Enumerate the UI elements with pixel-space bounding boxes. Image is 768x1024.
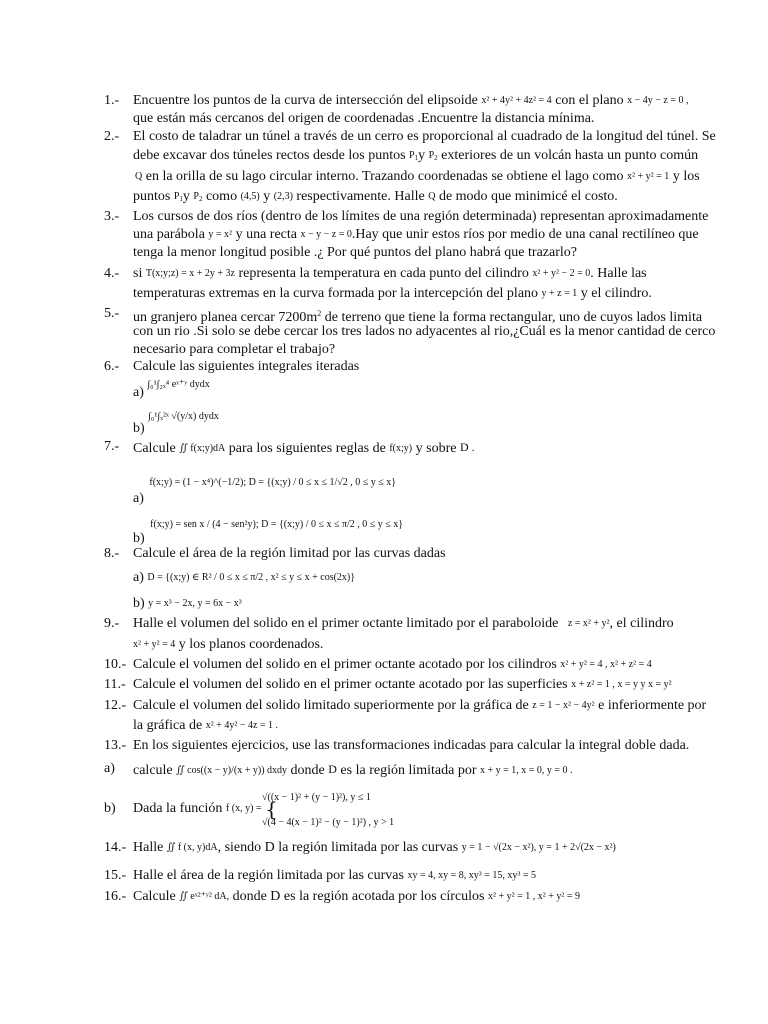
problem-4-line-1 bbox=[133, 265, 647, 283]
piecewise-case-1 bbox=[262, 789, 371, 807]
problem-3-line-2 bbox=[133, 226, 699, 244]
problem-4-number: 4.- bbox=[104, 266, 120, 281]
problem-8b bbox=[133, 595, 242, 613]
problem-13b-label: b) bbox=[104, 801, 116, 816]
problem-1-number: 1.- bbox=[104, 93, 120, 108]
upper-surface-eq: z = 1 − x² − 4y² bbox=[532, 700, 595, 711]
problem-10-text: Calcule el volumen del solido en el primer octante acotado por los cilindros bbox=[133, 657, 557, 672]
problem-2-text-b: exteriores de un volcán hasta un punto común bbox=[441, 148, 699, 163]
lake-circle-eq: x² + y² = 1 bbox=[627, 171, 670, 182]
problem-2-text-h: respectivamente. Halle bbox=[296, 189, 425, 204]
problem-12-text-a: Calcule el volumen del solido limitado superiormente por la gráfica de bbox=[133, 698, 529, 713]
point-p2-coords: (2,3) bbox=[273, 191, 293, 202]
region-d: D . bbox=[459, 440, 475, 454]
problem-7-text-b: para los siguientes reglas de bbox=[228, 441, 386, 456]
expression-7a: f(x;y) = (1 − x⁴)^(−1/2); D = {(x;y) / 0 ≤ x ≤ 1/√2 , 0 ≤ y ≤ x} bbox=[149, 477, 397, 488]
problem-5-text-a: un granjero planea cercar 7200m bbox=[133, 310, 318, 325]
problem-13b-text: Dada la función bbox=[133, 801, 223, 816]
problem-13a-text-a: calcule bbox=[133, 763, 173, 778]
problem-13a-text-b: donde bbox=[290, 763, 325, 778]
problem-11-text: Calcule el volumen del solido en el primer octante acotado por las superficies bbox=[133, 677, 568, 692]
problem-15-number: 15.- bbox=[104, 868, 127, 883]
problem-14-number: 14.- bbox=[104, 840, 127, 855]
problem-7-number: 7.- bbox=[104, 439, 120, 454]
problem-1-ellipsoid-eq: x² + 4y² + 4z² = 4 bbox=[481, 95, 552, 106]
cylinders-eq: x² + y² = 4 , x² + z² = 4 bbox=[560, 659, 652, 670]
problem-14-line-1 bbox=[133, 839, 616, 857]
problem-3-text-b: y una recta bbox=[235, 227, 297, 242]
plane-eq: y + z = 1 bbox=[541, 288, 578, 299]
problem-16-number: 16.- bbox=[104, 889, 127, 904]
problem-2-line-2: debe excavar dos túneles rectos desde los puntos $P_1y$ $P_2$ exteriores de un volcán hasta un punto común bbox=[133, 148, 699, 163]
lower-surface-eq: x² + 4y² − 4z = 1 . bbox=[205, 720, 279, 731]
problem-16-text-b: donde D es la región acotada por los círculos bbox=[232, 889, 485, 904]
problem-9-line-1 bbox=[133, 615, 674, 633]
problem-5-line-3: necesario para completar el trabajo? bbox=[133, 342, 336, 357]
problem-1-line-2: que están más cercanos del origen de coordenadas .Encuentre la distancia mínima. bbox=[133, 111, 595, 126]
problem-13b bbox=[133, 797, 278, 821]
problem-4-text-b: representa la temperatura en cada punto del cilindro bbox=[238, 266, 529, 281]
problem-9-number: 9.- bbox=[104, 616, 120, 631]
parabola-eq: y = x² bbox=[208, 229, 233, 240]
problem-2-line-4: puntos $P_1y$ $P_2$ como (4,5) y (2,3) respectivamente. Halle Q de modo que minimicé el costo. bbox=[133, 189, 618, 204]
problem-1-plane-eq: x − 4y − z = 0 , bbox=[627, 95, 689, 106]
problem-16-line-1 bbox=[133, 888, 580, 906]
problem-8a-label: a) bbox=[133, 570, 144, 585]
problem-13a-label: a) bbox=[104, 761, 115, 776]
problem-2-line-1: El costo de taladrar un túnel a través de un cerro es proporcional al cuadrado de la longitud del túnel. Se bbox=[133, 129, 716, 144]
problem-10-line-1 bbox=[133, 656, 652, 674]
cylinder-eq: x² + y² − 2 = 0 bbox=[532, 268, 591, 279]
problem-11-line-1 bbox=[133, 676, 672, 694]
function-f: f(x;y) bbox=[389, 443, 413, 454]
point-q-label-2: Q bbox=[428, 191, 436, 202]
point-p1-label-2: $P_1$ bbox=[173, 191, 183, 203]
problem-4-text-a: si bbox=[133, 266, 143, 281]
double-integral-14: ∬ f (x, y)dA bbox=[166, 842, 218, 853]
surfaces-eq: x + z² = 1 , x = y y x = y² bbox=[571, 679, 672, 690]
problem-13-line-1: En los siguientes ejercicios, use las transformaciones indicadas para calcular la integral doble dada. bbox=[133, 738, 690, 753]
problem-3-line-1: Los cursos de dos ríos (dentro de los límites de una región determinada) representan aproximadamente bbox=[133, 209, 709, 224]
problem-2-number: 2.- bbox=[104, 129, 120, 144]
problem-3-text-a: una parábola bbox=[133, 227, 205, 242]
problem-1-text: Encuentre los puntos de la curva de intersección del elipsoide bbox=[133, 93, 478, 108]
problem-13-number: 13.- bbox=[104, 738, 127, 753]
problem-14-text-a: Halle bbox=[133, 840, 164, 855]
problem-13a-text-c: es la región limitada por bbox=[340, 763, 477, 778]
problem-8-line-1: Calcule el área de la región limitad por las curvas dadas bbox=[133, 546, 446, 561]
problem-2-text-g: y bbox=[263, 189, 271, 204]
point-p1-coords: (4,5) bbox=[240, 191, 260, 202]
piecewise-case-2 bbox=[262, 814, 394, 832]
problem-5-line-1: un granjero planea cercar $7200m^2$ de terreno que tiene la forma rectangular, uno de cuyos lados limita bbox=[133, 309, 703, 325]
curves-eq-15: xy = 4, xy = 8, xy³ = 15, xy³ = 5 bbox=[407, 870, 536, 881]
problem-6-line-1: Calcule las siguientes integrales iteradas bbox=[133, 359, 360, 374]
problem-4-text-d: temperaturas extremas en la curva formada por la intercepción del plano bbox=[133, 286, 539, 301]
problem-16-text-a: Calcule bbox=[133, 889, 176, 904]
cylinder-eq-9: x² + y² = 4 bbox=[133, 639, 176, 650]
problem-15-line-1 bbox=[133, 867, 536, 885]
problem-5-number: 5.- bbox=[104, 306, 120, 321]
problem-3-text-c: .Hay que unir estos ríos por medio de una canal rectilíneo que bbox=[351, 227, 699, 242]
point-p2-label: $P_2$ bbox=[428, 150, 438, 162]
problem-13a bbox=[133, 760, 573, 780]
problem-2-text-a: debe excavar dos túneles rectos desde los puntos bbox=[133, 148, 406, 163]
problem-12-number: 12.- bbox=[104, 698, 127, 713]
problem-9-text-a: Halle el volumen del solido en el primer octante limitado por el paraboloide bbox=[133, 616, 559, 631]
double-integral-16: ∬ eˣ²⁺ʸ² dA, bbox=[179, 891, 230, 902]
integral-6b: ∫₀¹∫ₓ²ˣ √(y/x) dydx bbox=[148, 411, 219, 422]
point-q-label: Q bbox=[135, 171, 143, 182]
problem-11-number: 11.- bbox=[104, 677, 126, 692]
problem-12-text-c: la gráfica de bbox=[133, 718, 203, 733]
problem-1-line-1 bbox=[133, 92, 688, 110]
problem-9-text-b: , el cilindro bbox=[609, 616, 674, 631]
problem-7-text-a: Calcule bbox=[133, 441, 176, 456]
paraboloid-eq: z = x² + y² bbox=[567, 618, 610, 629]
problem-2-text-i: de modo que minimicé el costo. bbox=[438, 189, 618, 204]
line-eq: x − y − z = 0 bbox=[300, 229, 352, 240]
problem-5-text-b: de terreno que tiene la forma rectangular, uno de cuyos lados limita bbox=[324, 310, 703, 325]
temperature-eq: T(x;y;z) = x + 2y + 3z bbox=[145, 268, 235, 279]
problem-4-line-2 bbox=[133, 285, 652, 303]
problem-14-text-b: , siendo D la región limitada por las curvas bbox=[217, 840, 459, 855]
expression-7b: f(x;y) = sen x / (4 − sen²y); D = {(x;y) / 0 ≤ x ≤ π/2 , 0 ≤ y ≤ x} bbox=[150, 519, 404, 530]
problem-15-text: Halle el área de la región limitada por las curvas bbox=[133, 868, 404, 883]
problem-9-text-c: y los planos coordenados. bbox=[178, 637, 324, 652]
piecewise-case-2-expr: √(4 − 4(x − 1)² − (y − 1)²) , y > 1 bbox=[262, 817, 395, 828]
expression-8b: y = x³ − 2x, y = 6x − x³ bbox=[148, 598, 242, 609]
problem-4-text-e: y el cilindro. bbox=[580, 286, 652, 301]
circles-eq: x² + y² = 1 , x² + y² = 9 bbox=[488, 891, 581, 902]
point-p1-label: $P_1$ bbox=[409, 150, 419, 162]
problem-8b-label: b) bbox=[133, 596, 145, 611]
problem-6a-label: a) bbox=[133, 385, 144, 400]
problem-8-number: 8.- bbox=[104, 546, 120, 561]
region-d-13: D bbox=[328, 762, 337, 776]
problem-2-text-e: puntos bbox=[133, 189, 171, 204]
problem-12-line-1 bbox=[133, 697, 706, 715]
problem-6a bbox=[133, 379, 210, 402]
problem-2-text-d: y los bbox=[672, 169, 700, 184]
piecewise-case-1-expr: √((x − 1)² + (y − 1)²), y ≤ 1 bbox=[262, 792, 371, 803]
problem-7b-label: b) bbox=[133, 531, 145, 546]
double-integral-7: ∬ f(x;y)dA bbox=[179, 443, 226, 454]
expression-8a: D = {(x;y) ∈ R² / 0 ≤ x ≤ π/2 , x² ≤ y ≤ x + cos(2x)} bbox=[147, 572, 356, 583]
problem-6-number: 6.- bbox=[104, 359, 120, 374]
problem-5-line-2: con un rio .Si solo se debe cercar los tres lados no adyacentes al rio,¿Cuál es la menor cantidad de cerco bbox=[133, 324, 716, 339]
problem-8a bbox=[133, 569, 355, 587]
curves-eq-14: y = 1 − √(2x − x²), y = 1 + 2√(2x − x²) bbox=[461, 842, 616, 853]
problem-3-line-3: tenga la menor longitud posible .¿ Por qué puntos del plano habrá que trazarlo? bbox=[133, 245, 577, 260]
problem-4-text-c: . Halle las bbox=[590, 266, 647, 281]
problem-7a-label: a) bbox=[133, 491, 144, 506]
problem-12-text-b: e inferiormente por bbox=[598, 698, 707, 713]
boundary-eq-13a: x + y = 1, x = 0, y = 0 . bbox=[480, 765, 573, 776]
problem-6b-label: b) bbox=[133, 421, 145, 436]
integral-6a: ∫₀¹∫₂ₓ⁴ eˣ⁺ʸ dydx bbox=[147, 379, 210, 390]
problem-1-text-b: con el plano bbox=[555, 93, 624, 108]
problem-2-line-3 bbox=[133, 168, 700, 186]
problem-7-line-1 bbox=[133, 438, 475, 458]
point-p2-label-2: $P_2$ bbox=[193, 191, 203, 203]
integral-13a: ∬ cos((x − y)/(x + y)) dxdy bbox=[176, 765, 288, 776]
function-f-13b: f (x, y) = bbox=[225, 803, 262, 814]
problem-2-text-c: en la orilla de su lago circular interno. Trazando coordenadas se obtiene el lago como bbox=[145, 169, 624, 184]
problem-7-text-c: y sobre bbox=[415, 441, 457, 456]
problem-12-line-2 bbox=[133, 717, 278, 735]
problem-3-number: 3.- bbox=[104, 209, 120, 224]
problem-10-number: 10.- bbox=[104, 657, 127, 672]
problem-9-line-2 bbox=[133, 636, 323, 654]
piecewise-brace: { bbox=[265, 797, 278, 821]
problem-2-text-f: como bbox=[205, 189, 238, 204]
